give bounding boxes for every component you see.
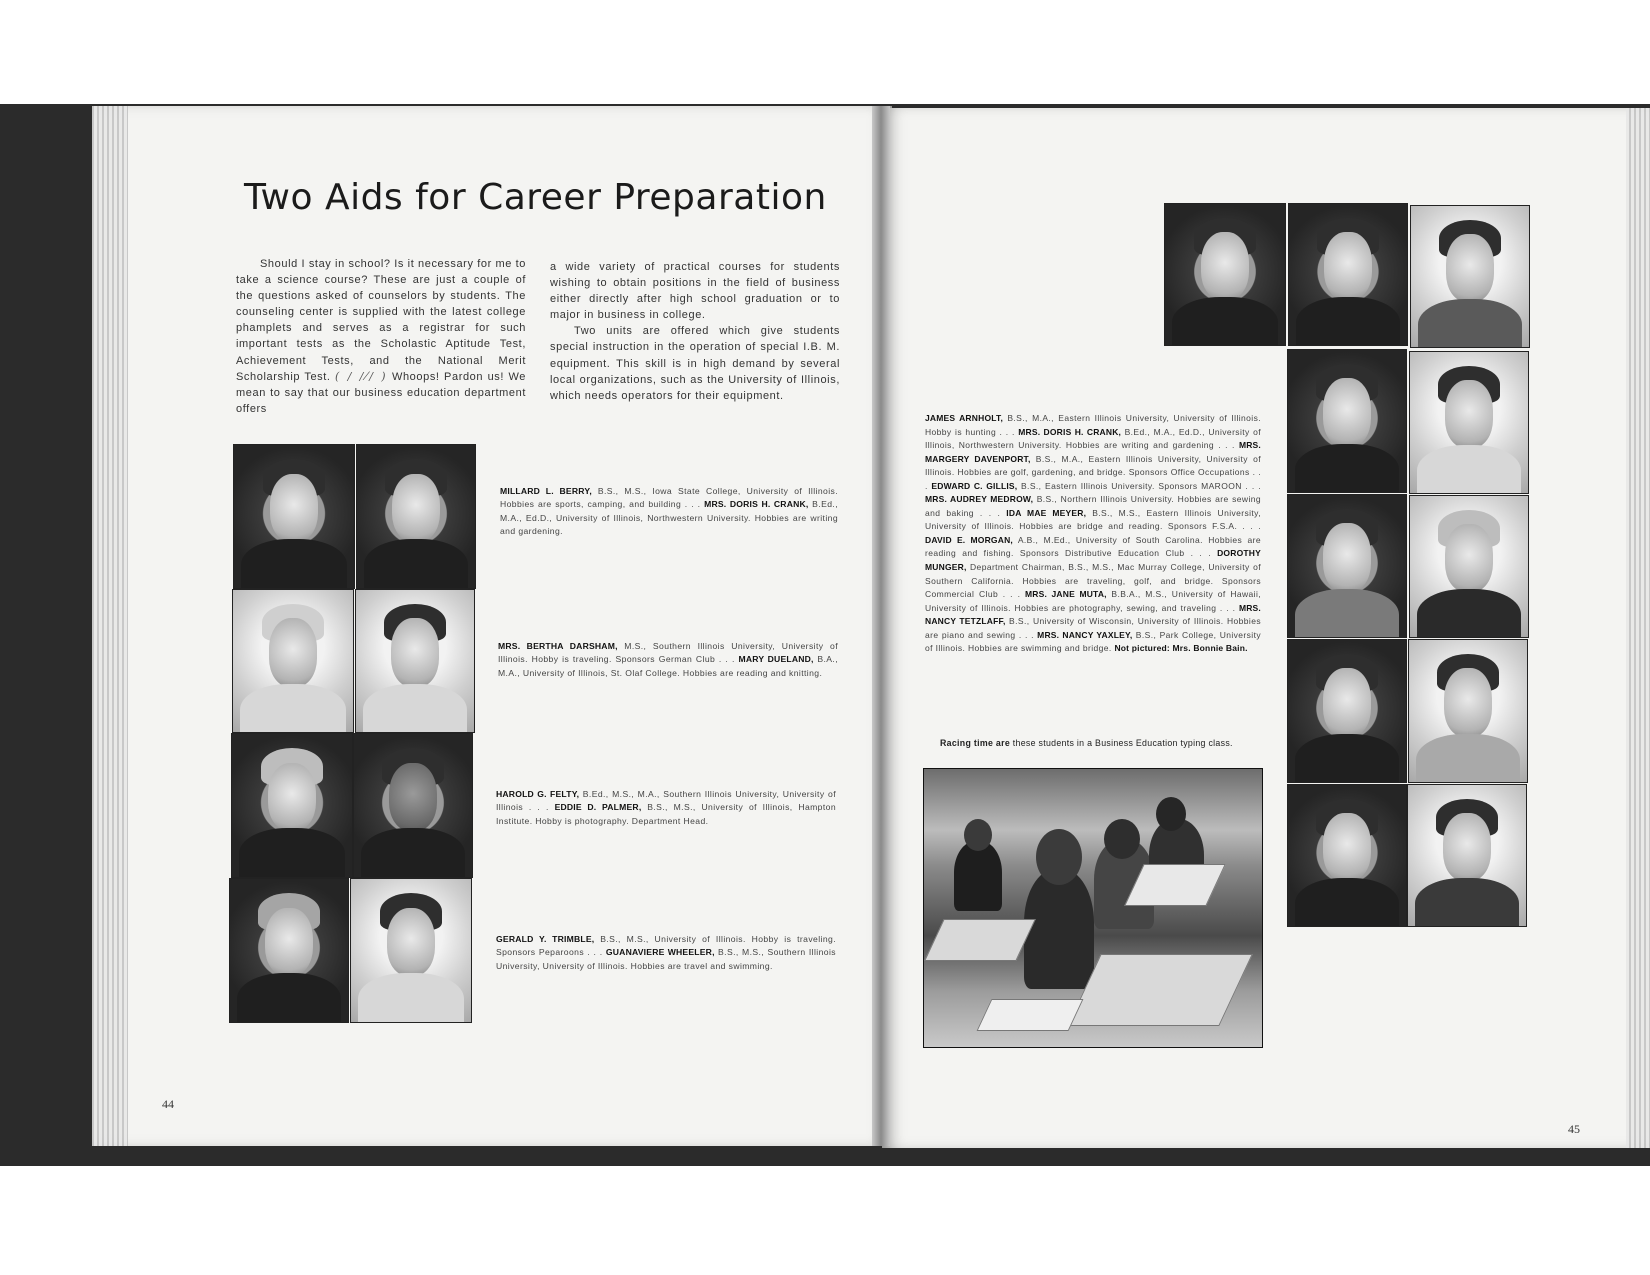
portrait-photo: [1164, 203, 1286, 346]
left-page-edges: [92, 106, 128, 1146]
intro-column-2: [550, 259, 840, 404]
portrait-photo: [1287, 494, 1407, 638]
faculty-caption-right: JAMES ARNHOLT, B.S., M.A., Eastern Illinois University, University of Illinois. Hobby is hunting . . . MRS. DORIS H. CRANK, B.Ed., M.A., Ed.D., University of Illinois, Northwestern University. Hobbies are writing and gardening . . . MRS. MARGERY DAVENPORT, B.S., M.A., Eastern Illinois University, University of Illinois. Hobbies are golf, gardening, and bridge. Sponsors Office Occupations . . . EDWARD C. GILLIS, B.S., Eastern Illinois University. Sponsors MAROON . . . MRS. AUDREY MEDROW, B.S., Northern Illinois University. Hobbies are sewing and baking . . . IDA MAE MEYER, B.S., M.S., Eastern Illinois University, University of Illinois. Hobbies are bridge and reading. Sponsors F.S.A. . . . DAVID E. MORGAN, A.B., M.Ed., University of South Carolina. Hobbies are reading and fishing. Sponsors Distributive Education Club . . . DOROTHY MUNGER, Department Chairman, B.S., M.S., Mac Murray College, University of Southern California. Hobbies are traveling, golf, and bridge. Sponsors Commercial Club . . . MRS. JANE MUTA, B.B.A., M.S., University of Hawaii, University of Illinois. Hobbies are photography, sewing, and traveling . . . MRS. NANCY TETZLAFF, B.S., University of Wisconsin, University of Illinois. Hobbies are piano and sewing . . . MRS. NANCY YAXLEY, B.S., Park College, University of Illinois. Hobbies are swimming and bridge. Not pictured: Mrs. Bonnie Bain.: [925, 413, 1262, 654]
right-page-edges: [1626, 108, 1650, 1148]
portrait-photo: [353, 733, 473, 878]
portrait-photo: [232, 589, 354, 733]
portrait-photo: [1408, 639, 1528, 783]
portrait-photo: [1287, 349, 1407, 493]
portrait-photo: [1288, 203, 1408, 346]
portrait-photo: [350, 878, 472, 1023]
faculty-caption: MILLARD L. BERRY, B.S., M.S., Iowa State College, University of Illinois. Hobbies are sports, camping, and building . . . MRS. DORIS H. CRANK, B.Ed., M.A., Ed.D., University of Illinois, Northwestern University. Hobbies are writing and gardening.: [500, 486, 838, 537]
typing-class-photo: [923, 768, 1263, 1048]
intro-column-1: [236, 256, 526, 417]
portrait-photo: [1410, 205, 1530, 348]
portrait-photo: [229, 878, 349, 1023]
handwritten-scribble: ( ∕ ∕⁄∕ ): [335, 369, 388, 383]
faculty-caption: GERALD Y. TRIMBLE, B.S., M.S., University of Illinois. Hobby is traveling. Sponsors Peparoons . . . GUANAVIERE WHEELER, B.S., M.S., Southern Illinois University, University of Illinois. Hobbies are travel and swimming.: [496, 934, 837, 971]
intro-paragraph-2: a wide variety of practical courses for students wishing to obtain positions in the field of business either directly after high school graduation or to major in business in college.: [550, 261, 840, 322]
portrait-photo: [231, 733, 353, 878]
portrait-photo: [1287, 784, 1407, 927]
portrait-photo: [1409, 495, 1529, 638]
book-spine: [872, 106, 890, 1146]
class-photo-caption: Racing time are these students in a Business Education typing class.: [940, 738, 1233, 748]
page-number-left: 44: [162, 1097, 174, 1111]
intro-paragraph-1: Should I stay in school? Is it necessary for me to take a science course? These are just a couple of the questions asked of counselors by students. The counseling center is supplied with the latest college phamplets and serves as a registrar for such important tests as the Scholastic Aptitude Test, Achievement Tests, and the National Merit Scholarship Test. ( ∕ ∕⁄∕ ) Whoops! Pardon us! We mean to say that our business education department offers: [236, 258, 527, 415]
portrait-photo: [355, 589, 475, 733]
portrait-photo: [233, 444, 355, 589]
page-number-right: 45: [1568, 1122, 1580, 1136]
faculty-caption: MRS. BERTHA DARSHAM, M.S., Southern Illinois University, University of Illinois. Hobby is traveling. Sponsors German Club . . . MARY DUELAND, B.A., M.A., University of Illinois, St. Olaf College. Hobbies are reading and knitting.: [498, 641, 838, 678]
portrait-photo: [1409, 351, 1529, 494]
portrait-photo: [1287, 639, 1407, 783]
page-headline: Two Aids for Career Preparation: [244, 177, 827, 218]
portrait-photo: [1407, 784, 1527, 927]
portrait-photo: [356, 444, 476, 589]
intro-paragraph-3: Two units are offered which give students special instruction in the operation of special I.B. M. equipment. This skill is in high demand by several local organizations, such as the University of Illinois, which needs operators for their equipment.: [550, 325, 840, 402]
faculty-caption: HAROLD G. FELTY, B.Ed., M.S., M.A., Southern Illinois University, University of Illinois . . . EDDIE D. PALMER, B.S., M.S., University of Illinois, Hampton Institute. Hobby is photography. Department Head.: [496, 789, 837, 826]
